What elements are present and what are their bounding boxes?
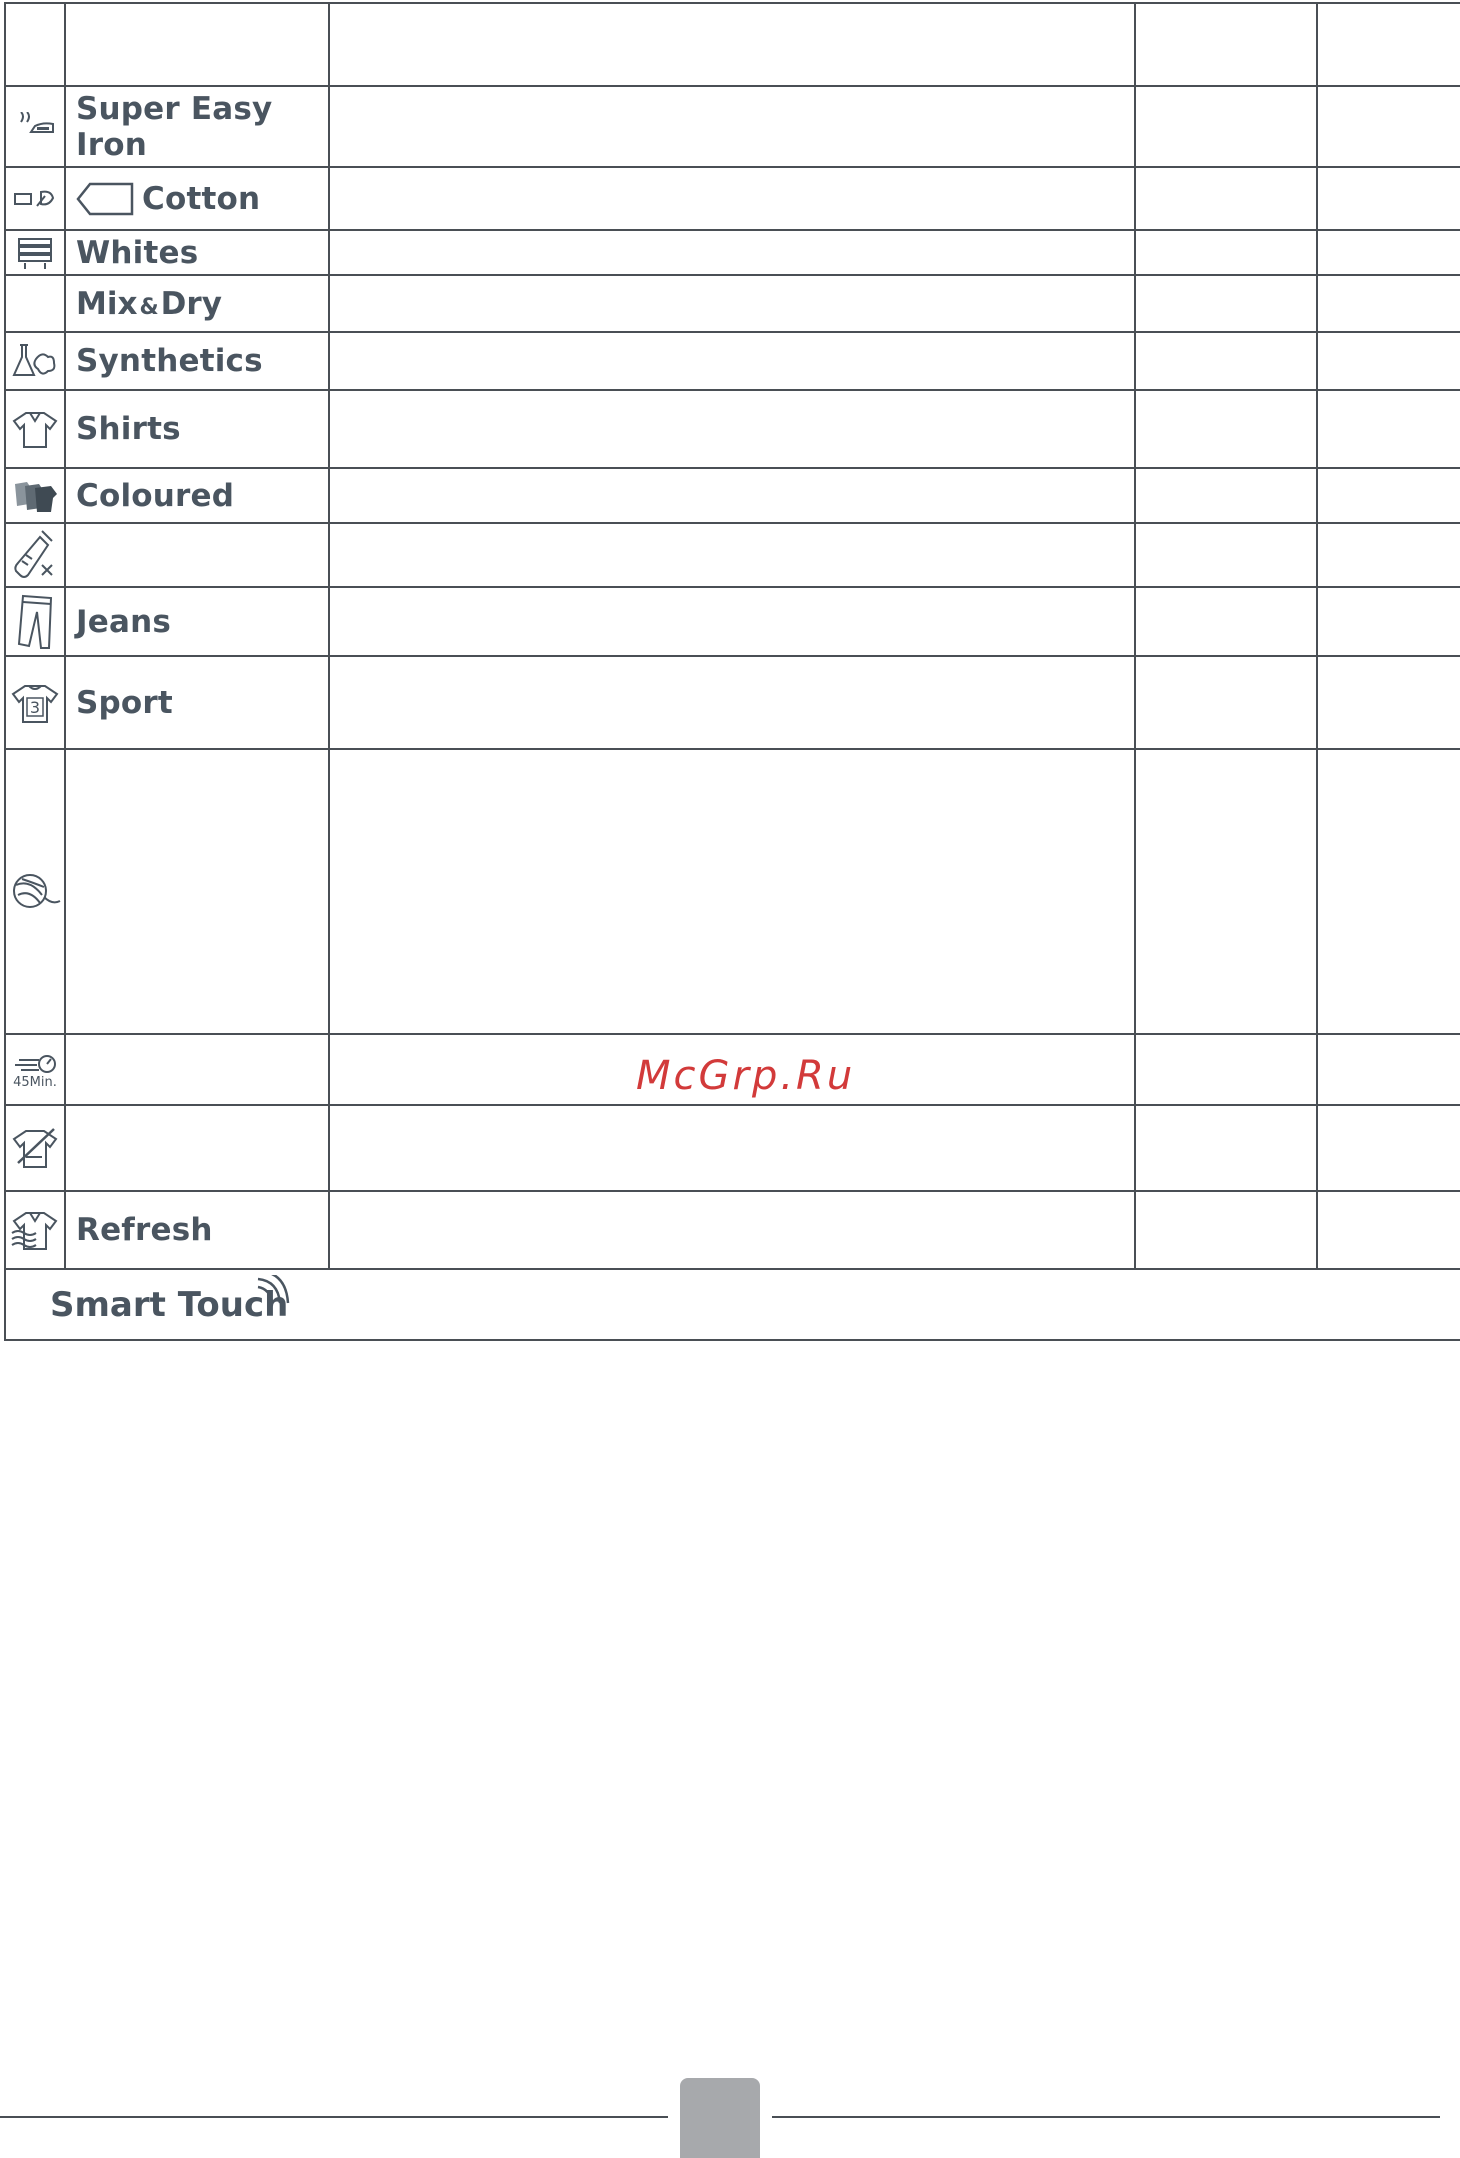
table-row (5, 390, 1460, 468)
table-row (5, 523, 1460, 587)
load-cell (1135, 275, 1317, 332)
extra-cell (1317, 749, 1460, 1034)
description-cell (329, 332, 1135, 390)
program-name: Refresh (76, 1212, 213, 1248)
footer-divider-right (772, 2116, 1440, 2118)
stack-icon (5, 230, 65, 275)
extra-cell (1317, 230, 1460, 275)
program-name: Cotton (142, 180, 261, 217)
program-name-cell (65, 390, 329, 468)
description-cell (329, 587, 1135, 656)
page-number-tab (680, 2078, 760, 2158)
program-name-cell (65, 656, 329, 749)
program-name-cell (65, 86, 329, 167)
description-cell (329, 523, 1135, 587)
program-name: Whites (76, 234, 199, 271)
table-row (5, 749, 1460, 1034)
empty-icon-cell (5, 275, 65, 332)
extra-cell (1317, 587, 1460, 656)
program-name-part: Dry (160, 285, 222, 322)
load-cell (1135, 749, 1317, 1034)
wool-ball-icon (5, 749, 65, 1034)
table-row (5, 86, 1460, 167)
no-iron-shirt-icon (5, 1105, 65, 1191)
extra-cell (1317, 86, 1460, 167)
header-cell-program (65, 3, 329, 86)
description-cell (329, 468, 1135, 523)
program-table (4, 2, 1460, 1341)
program-name-cell (65, 523, 329, 587)
program-name-group (66, 181, 328, 217)
program-name-cell (65, 1191, 329, 1269)
program-name: Sport (76, 684, 173, 721)
table-row (5, 167, 1460, 230)
program-name-amp: & (139, 294, 159, 320)
program-name: Jeans (76, 603, 171, 640)
load-cell (1135, 230, 1317, 275)
nfc-signal-icon (254, 1275, 294, 1315)
table-row (5, 587, 1460, 656)
table-row (5, 275, 1460, 332)
program-name-cell (65, 275, 329, 332)
tag-outline-icon (76, 182, 134, 216)
program-name-cell (65, 468, 329, 523)
header-row (5, 3, 1460, 86)
description-cell (329, 749, 1135, 1034)
load-cell (1135, 86, 1317, 167)
program-name (66, 286, 328, 322)
extra-cell (1317, 332, 1460, 390)
watermark: McGrp.Ru (636, 1053, 856, 1099)
description-cell (329, 167, 1135, 230)
refresh-shirt-icon (5, 1191, 65, 1269)
load-cell (1135, 167, 1317, 230)
description-cell (329, 1191, 1135, 1269)
smart-touch-cell (5, 1269, 1460, 1340)
load-cell (1135, 587, 1317, 656)
program-name: Synthetics (76, 343, 263, 379)
table-row (5, 332, 1460, 390)
table-row (5, 656, 1460, 749)
sport-number: 3 (29, 697, 41, 717)
shirt-icon (5, 390, 65, 468)
extra-cell (1317, 1034, 1460, 1105)
extra-cell (1317, 656, 1460, 749)
load-cell (1135, 1191, 1317, 1269)
extra-cell (1317, 275, 1460, 332)
load-cell (1135, 390, 1317, 468)
flask-icon (5, 332, 65, 390)
load-cell (1135, 332, 1317, 390)
description-cell (329, 86, 1135, 167)
rapid-45-label: 45Min. (13, 1074, 57, 1090)
coloured-clothes-icon (5, 468, 65, 523)
program-name-part: Mix (76, 285, 138, 322)
header-cell-description (329, 3, 1135, 86)
program-name: Super Easy Iron (76, 90, 273, 163)
table-row (5, 1105, 1460, 1191)
table-row (5, 468, 1460, 523)
load-cell (1135, 468, 1317, 523)
jeans-icon (5, 587, 65, 656)
load-cell (1135, 1034, 1317, 1105)
load-cell (1135, 656, 1317, 749)
header-cell-load (1135, 3, 1317, 86)
description-cell (329, 390, 1135, 468)
smart-touch-label: Smart Touch (50, 1284, 289, 1325)
program-name-cell (65, 167, 329, 230)
extra-cell (1317, 390, 1460, 468)
program-name-cell (65, 587, 329, 656)
header-cell-extra (1317, 3, 1460, 86)
table-row (5, 230, 1460, 275)
program-name-cell (65, 230, 329, 275)
extra-cell (1317, 1105, 1460, 1191)
iron-steam-icon (5, 86, 65, 167)
program-name: Shirts (76, 411, 181, 447)
program-name-cell (65, 1105, 329, 1191)
tag-icon (5, 167, 65, 230)
footer-divider-left (0, 2116, 668, 2118)
load-cell (1135, 523, 1317, 587)
rapid-45-icon (5, 1034, 65, 1105)
program-name-cell (65, 1034, 329, 1105)
description-cell (329, 1105, 1135, 1191)
program-name-cell (65, 749, 329, 1034)
extra-cell (1317, 1191, 1460, 1269)
program-name: Coloured (76, 477, 235, 514)
description-cell (329, 230, 1135, 275)
program-name-cell (65, 332, 329, 390)
extra-cell (1317, 523, 1460, 587)
sport-shirt-icon (5, 656, 65, 749)
header-cell-icon (5, 3, 65, 86)
smart-touch-row (5, 1269, 1460, 1340)
extra-cell (1317, 167, 1460, 230)
load-cell (1135, 1105, 1317, 1191)
smart-touch-logo (6, 1285, 1460, 1325)
description-cell (329, 275, 1135, 332)
description-cell (329, 656, 1135, 749)
baby-bottle-icon (5, 523, 65, 587)
table-row (5, 1191, 1460, 1269)
extra-cell (1317, 468, 1460, 523)
